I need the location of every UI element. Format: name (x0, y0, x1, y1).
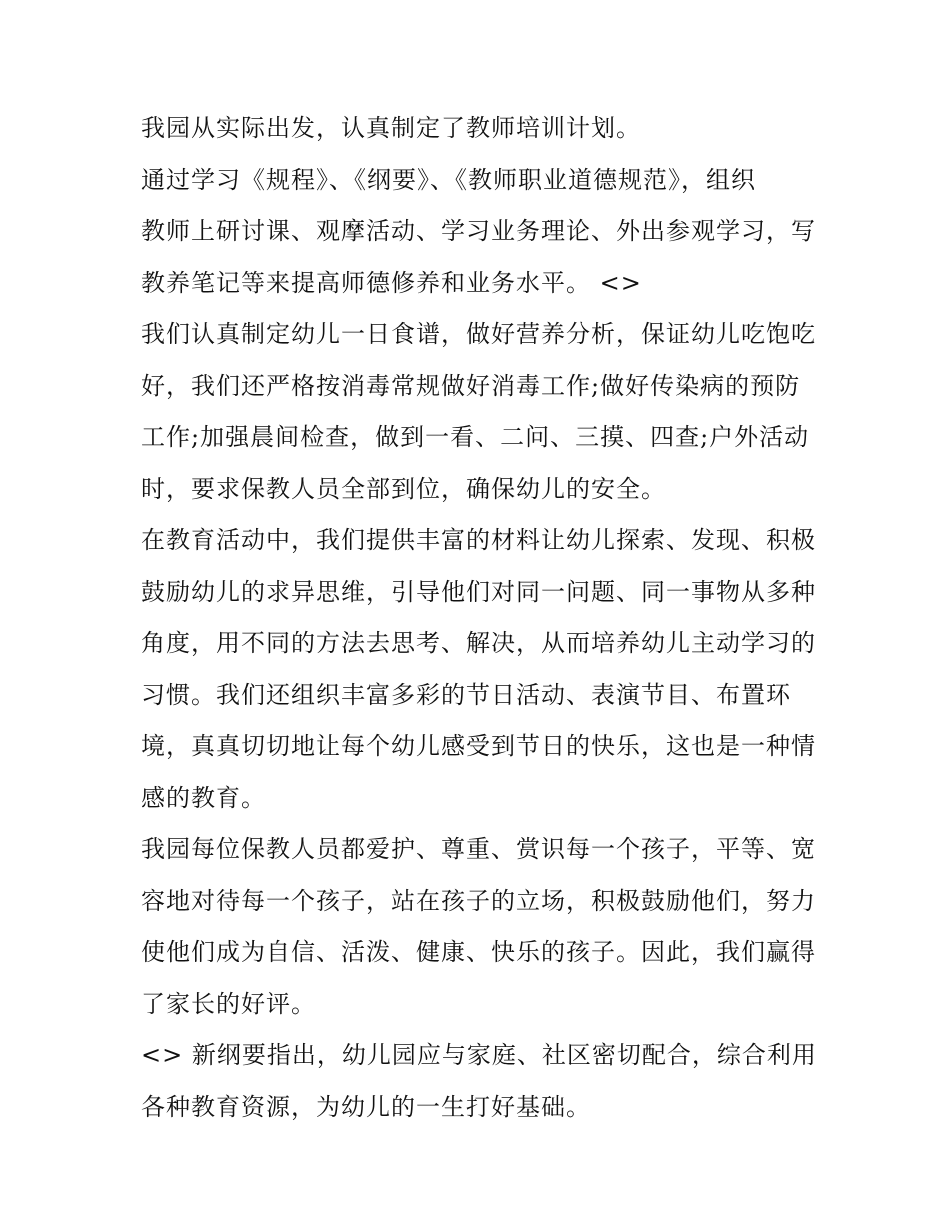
text-line-19: <> 新纲要指出，幼儿园应与家庭、社区密切配合，综合利用 (141, 1041, 817, 1069)
text-line-20: 各种教育资源，为幼儿的一生打好基础。 (141, 1092, 591, 1121)
text-line-3: 教师上研讨课、观摩活动、学习业务理论、外出参观学习，写 (141, 217, 816, 245)
text-line-12: 习惯。我们还组织丰富多彩的节日活动、表演节目、布置环 (141, 680, 791, 709)
text-line-1: 我园从实际出发，认真制定了教师培训计划。 (141, 114, 641, 142)
text-line-4: 教养笔记等来提高师德修养和业务水平。 <> (141, 268, 642, 297)
text-line-6: 好，我们还严格按消毒常规做好消毒工作;做好传染病的预防 (141, 371, 801, 400)
text-line-13: 境，真真切切地让每个幼儿感受到节日的快乐，这也是一种情 (141, 732, 816, 760)
text-line-17: 使他们成为自信、活泼、健康、快乐的孩子。因此，我们赢得 (141, 938, 816, 966)
text-line-16: 容地对待每一个孩子，站在孩子的立场，积极鼓励他们，努力 (141, 886, 816, 915)
text-line-2: 通过学习《规程》、《纲要》、《教师职业道德规范》，组织 (141, 165, 756, 194)
text-line-7: 工作;加强晨间检查，做到一看、二问、三摸、四查;户外活动 (141, 423, 810, 451)
text-line-9: 在教育活动中，我们提供丰富的材料让幼儿探索、发现、积极 (141, 526, 816, 554)
text-line-15: 我园每位保教人员都爱护、尊重、赏识每一个孩子，平等、宽 (141, 835, 816, 863)
text-line-10: 鼓励幼儿的求异思维，引导他们对同一问题、同一事物从多种 (141, 577, 816, 606)
text-line-14: 感的教育。 (141, 783, 266, 812)
text-line-18: 了家长的好评。 (141, 989, 316, 1018)
text-line-11: 角度，用不同的方法去思考、解决，从而培养幼儿主动学习的 (141, 629, 816, 657)
text-line-5: 我们认真制定幼儿一日食谱，做好营养分析，保证幼儿吃饱吃 (141, 320, 816, 348)
text-line-8: 时，要求保教人员全部到位，确保幼儿的安全。 (141, 474, 666, 503)
document-body (141, 103, 821, 1133)
